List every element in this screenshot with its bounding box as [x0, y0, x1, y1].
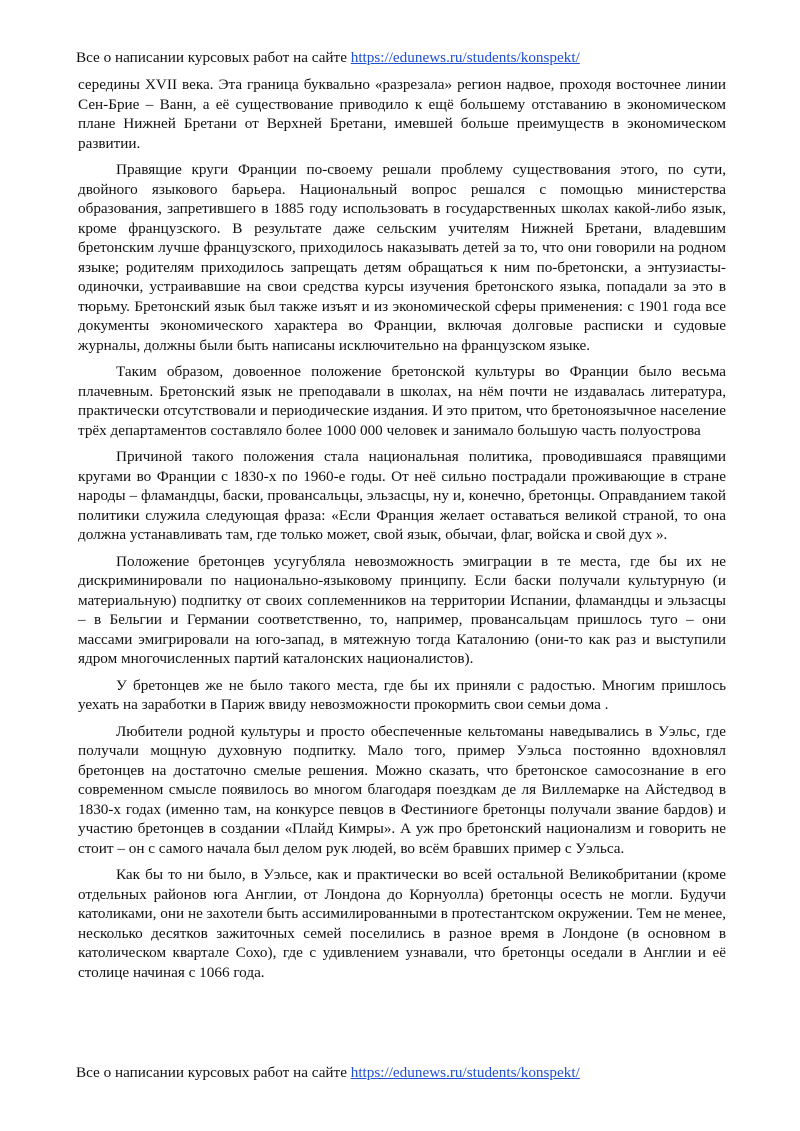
paragraph-8: Как бы то ни было, в Уэльсе, как и практически во всей остальной Великобритании (кроме отдельных районов юга Англии, от Лондона до Корнуолла) бретонцы осесть не могли. Будучи католиками, они не захотели быть ассимилированными в протестантском окружении. Тем не менее, несколько десятков зажиточных семей поселились в разное время в Лондоне (в основном в католическом квартале Сохо), где с удивлением узнавали, что бретонцы оседали в Англии и её столице начиная с 1066 года.	[78, 866, 726, 981]
paragraph-6: У бретонцев же не было такого места, где бы их приняли с радостью. Многим пришлось уехать на заработки в Париж ввиду невозможности прокормить свои семьи дома .	[78, 676, 726, 713]
footer-link[interactable]: https://edunews.ru/students/konspekt/	[350, 1064, 580, 1081]
paragraph-4: Причиной такого положения стала национальная политика, проводившаяся правящими кругами во Франции с 1830-х по 1960-е годы. От неё сильно пострадали проживающие в стране народы – фламандцы, баски, провансальцы, эльзасцы, ну и, конечно, бретонцы. Оправданием такой политики служила следующая фраза: «Если Франция желает оставаться великой страной, то она должна устанавливать там, где только может, свой язык, обычаи, флаг, войска и свой дух ».	[78, 448, 726, 543]
paragraph-5: Положение бретонцев усугубляла невозможность эмиграции в те места, где бы их не дискриминировали по национально-языковому принципу. Если баски получали культурную (и материальную) подпитку от своих соплеменников на территории Испании, фламандцы и эльзасцы – в Бельгии и Германии соответственно, то, например, провансальцам пришлось туго – они массами эмигрировали на юго-запад, в мятежную тогда Каталонию (они-то как раз и выступили ядром многочисленных партий каталонских националистов).	[78, 552, 726, 667]
header-link[interactable]: https://edunews.ru/students/konspekt/	[350, 49, 580, 66]
header-text: Все о написании курсовых работ на сайте	[76, 49, 347, 66]
paragraph-2: Правящие круги Франции по-своему решали проблему существования этого, по сути, двойного языкового барьера. Национальный вопрос решался с помощью министерства образования, запретившего в 1885 году использовать в государственных школах какой-либо язык, кроме французского. В результате даже сельским учителям Нижней Бретани, владевшим бретонским лучше французского, приходилось наказывать детей за то, что они говорили на родном языке; родителям приходилось запрещать детям обращаться к ним по-бретонски, а энтузиасты-одиночки, устраивавшие на свои средства курсы изучения бретонского языка, попадали за это в тюрьму. Бретонский язык был также изъят и из экономической сферы применения: с 1901 года все документы экономического характера во Франции, включая долговые расписки и судовые журналы, должны были быть написаны исключительно на французском языке.	[78, 161, 726, 354]
paragraph-7: Любители родной культуры и просто обеспеченные кельтоманы наведывались в Уэльс, где получали мощную духовную подпитку. Мало того, пример Уэльса постоянно вдохновлял бретонцев на достаточно смелые решения. Можно сказать, что бретонское самосознание в его современном смысле появилось во многом благодаря поездкам де ля Виллемарке на Айстедвод в 1830-х годах (именно там, на конкурсе певцов в Фестиниоге бретонцы получали звание бардов) и участию бретонцев в создании «Плайд Кимры». А уж про бретонский национализм и говорить не стоит – он с самого начала был делом рук людей, во всём бравших пример с Уэльса.	[78, 722, 726, 857]
page-header	[76, 48, 726, 67]
footer-text: Все о написании курсовых работ на сайте	[76, 1064, 347, 1081]
document-body	[78, 75, 726, 989]
paragraph-1: середины XVII века. Эта граница буквально «разрезала» регион надвое, проходя восточнее линии Сен-Брие – Ванн, а её существование приводило к ещё большему отставанию в экономическом плане Нижней Бретани от Верхней Бретани, имевшей больше преимуществ в экономическом развитии.	[78, 76, 726, 152]
paragraph-3: Таким образом, довоенное положение бретонской культуры во Франции было весьма плачевным. Бретонский язык не преподавали в школах, на нём почти не издавалась литература, практически отсутствовали и периодические издания. И это притом, что бретоноязычное население трёх департаментов составляло более 1000 000 человек и занимало большую часть полуострова	[78, 363, 727, 439]
page-footer	[76, 1063, 726, 1082]
